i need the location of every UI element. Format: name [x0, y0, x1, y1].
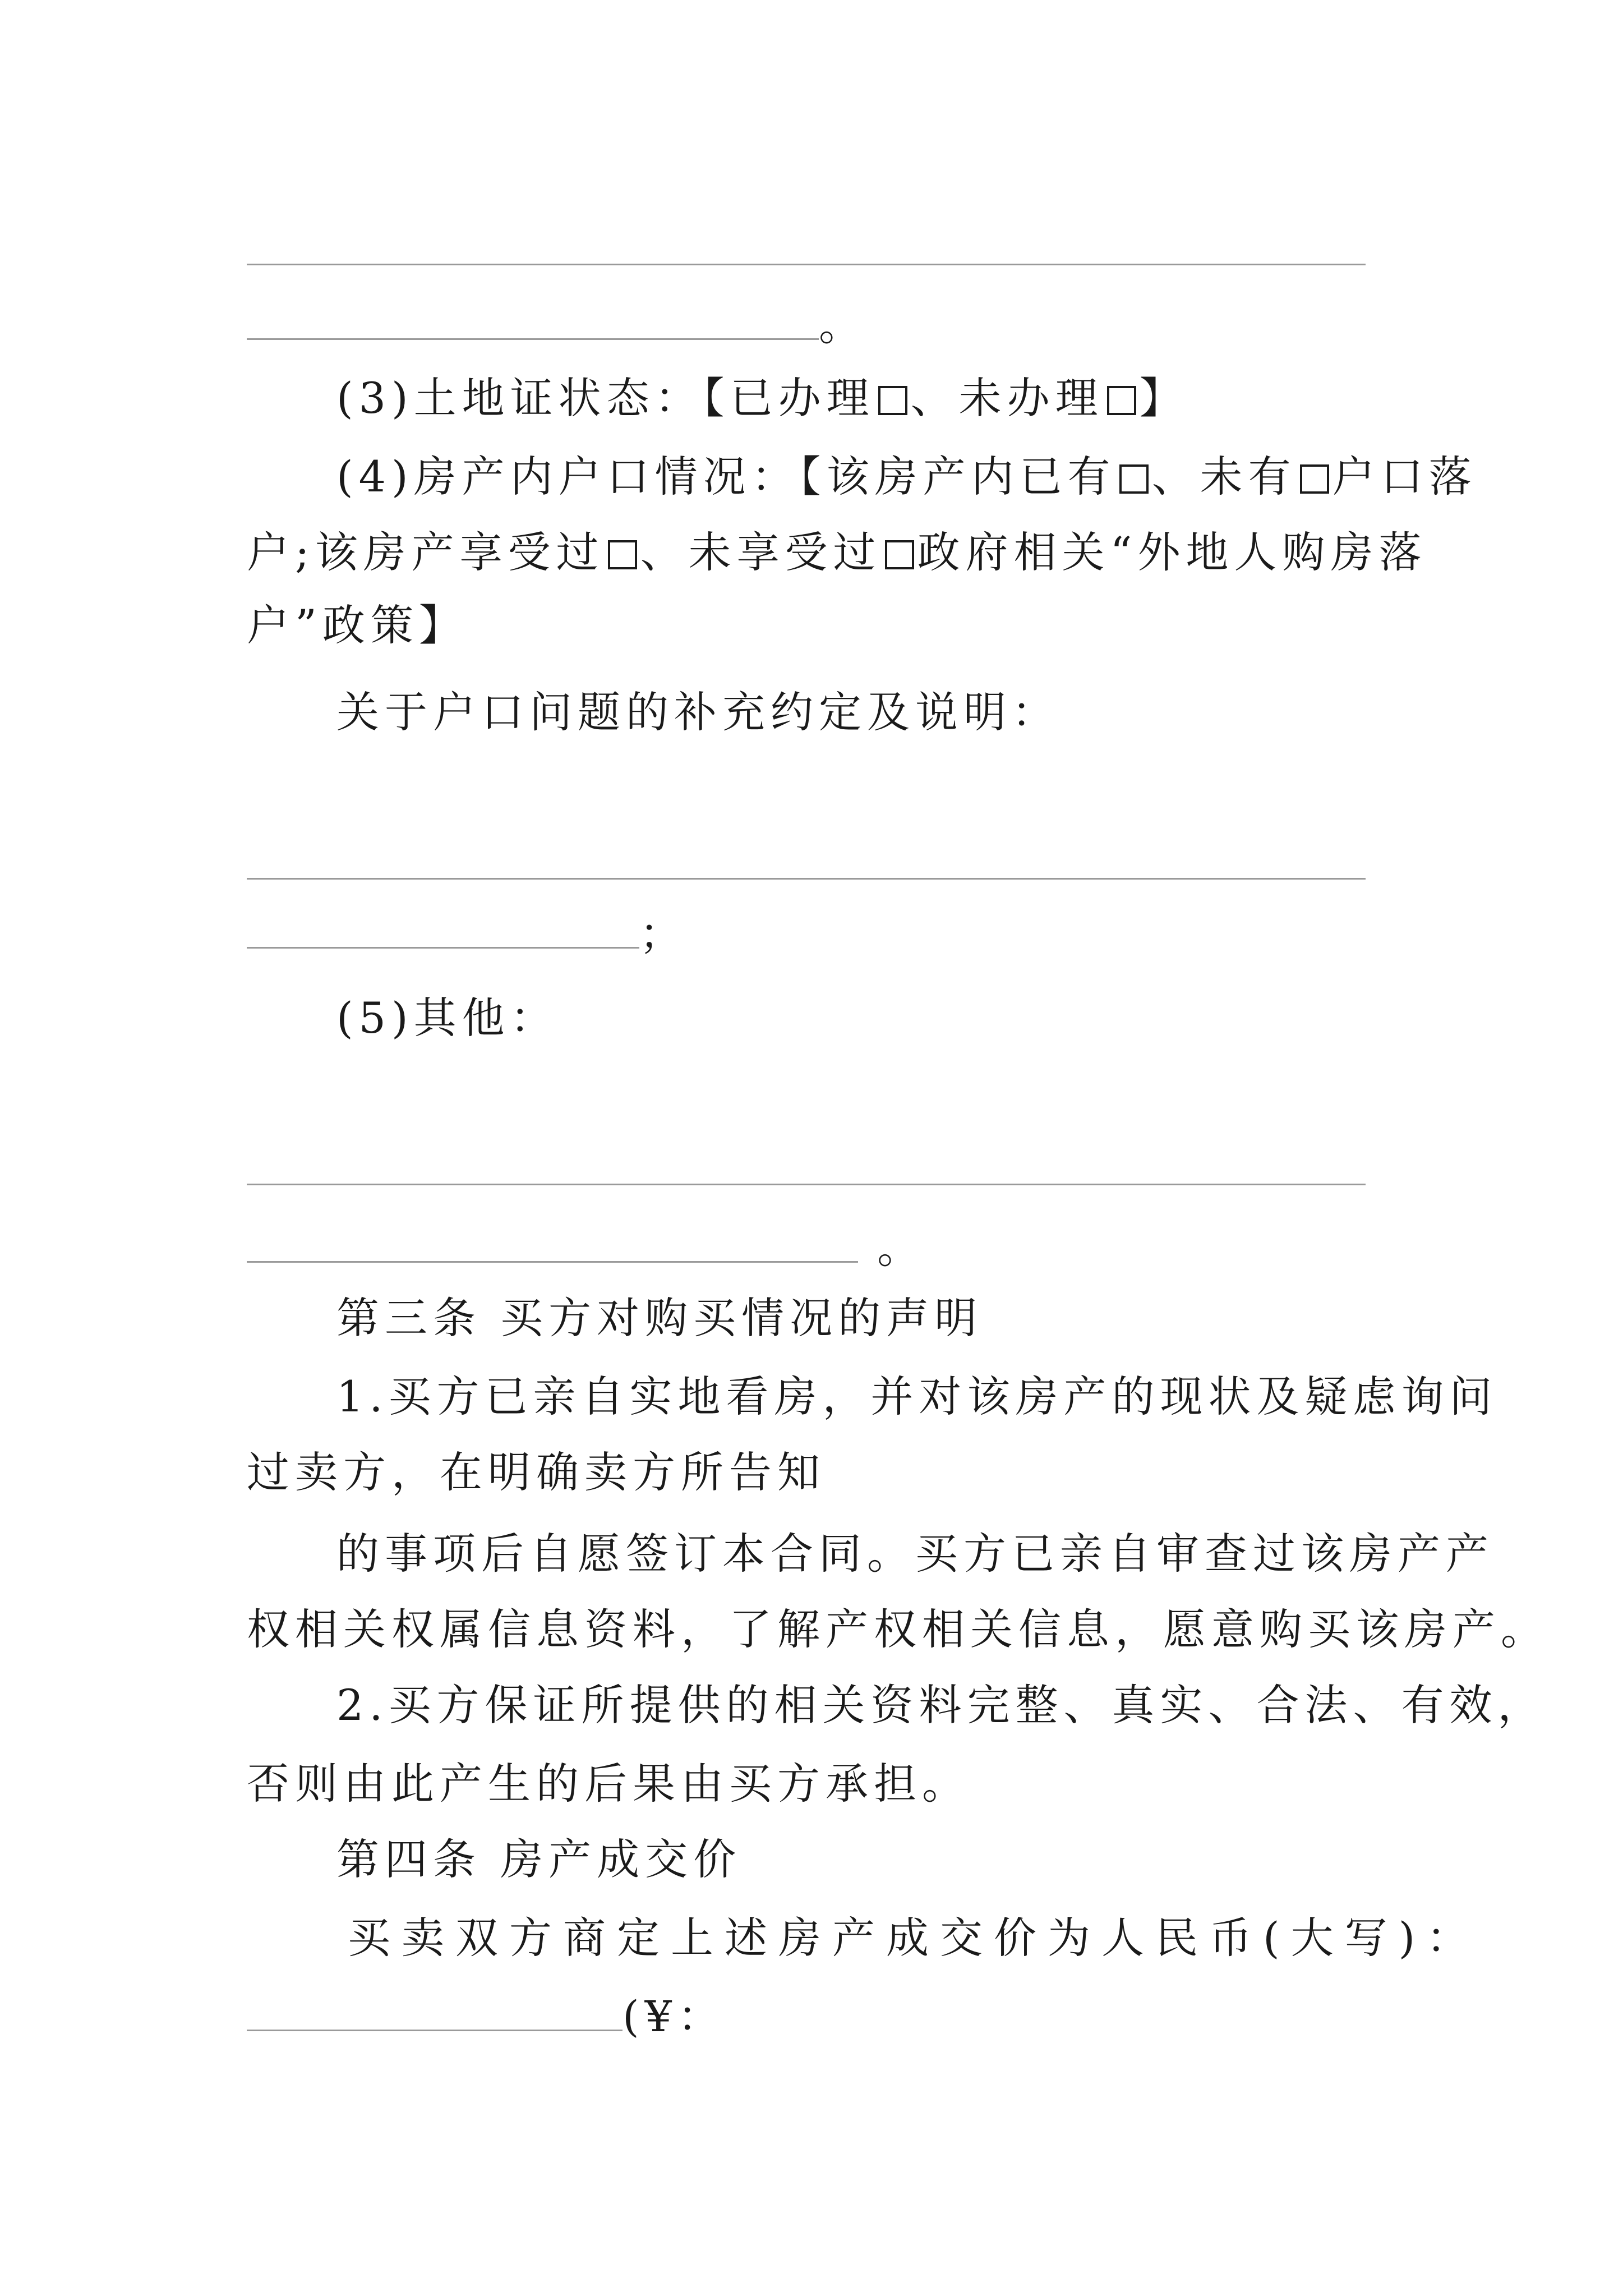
household-status-line-1: (4)房产内户口情况：【该房产内已有 、未有 户口落 [336, 452, 1477, 501]
supplement-fill-blank[interactable] [247, 908, 639, 949]
checkbox-not-enjoyed-policy[interactable] [885, 540, 914, 569]
article-4-para-1-line-1: 买卖双方商定上述房产成交价为人民币(大写)： [348, 1913, 1481, 1963]
land-cert-status: (3)土地证状态：【已办理 、未办理 】 [336, 373, 1188, 423]
supplement-fill-line-1[interactable] [247, 878, 1366, 880]
article-3-para-2-line-1: 的事项后自愿签订本合同。买方已亲自审查过该房产产 [336, 1529, 1494, 1579]
article-3-para-3-line-2: 否则由此产生的后果由买方承担。 [247, 1759, 970, 1809]
other-label: (5)其他： [336, 993, 559, 1043]
checkbox-no-household[interactable] [1300, 464, 1329, 494]
article-3-para-1-line-1: 1.买方已亲自实地看房，并对该房产的现状及疑虑询问 [336, 1372, 1498, 1421]
other-fill-line-1[interactable] [247, 1184, 1366, 1185]
period-mark: 。 [819, 300, 867, 350]
other-fill-blank[interactable] [247, 1222, 858, 1263]
article-3-para-1-line-2: 过卖方，在明确卖方所告知 [247, 1447, 826, 1497]
checkbox-enjoyed-policy[interactable] [608, 540, 637, 569]
supplement-fill-row: ； [247, 906, 688, 962]
article-3-title: 第三条 买方对购买情况的声明 [336, 1293, 983, 1343]
fill-blank-2[interactable] [247, 299, 819, 340]
checkbox-not-processed[interactable] [1107, 386, 1136, 415]
article-3-para-3-line-1: 2.买方保证所提供的相关资料完整、真实、合法、有效， [336, 1680, 1546, 1730]
household-status-line-2: 户;该房产享受过 、未享受过 政府相关“外地人购房落 [247, 527, 1427, 577]
fill-line-1[interactable] [247, 264, 1366, 265]
household-status-line-3: 户”政策】 [247, 600, 467, 650]
checkbox-processed[interactable] [878, 386, 907, 415]
article-4-para-1-line-2: (¥： [247, 1989, 726, 2045]
supplement-label: 关于户口问题的补充约定及说明： [336, 687, 1060, 737]
price-uppercase-blank[interactable] [247, 1990, 623, 2031]
checkbox-has-household[interactable] [1119, 464, 1149, 494]
fill-line-2-row [247, 297, 867, 353]
article-4-title: 第四条 房产成交价 [336, 1834, 742, 1884]
article-3-para-2-line-2: 权相关权属信息资料，了解产权相关信息，愿意购买该房产。 [247, 1604, 1549, 1654]
other-fill-row: 。 [247, 1220, 925, 1276]
